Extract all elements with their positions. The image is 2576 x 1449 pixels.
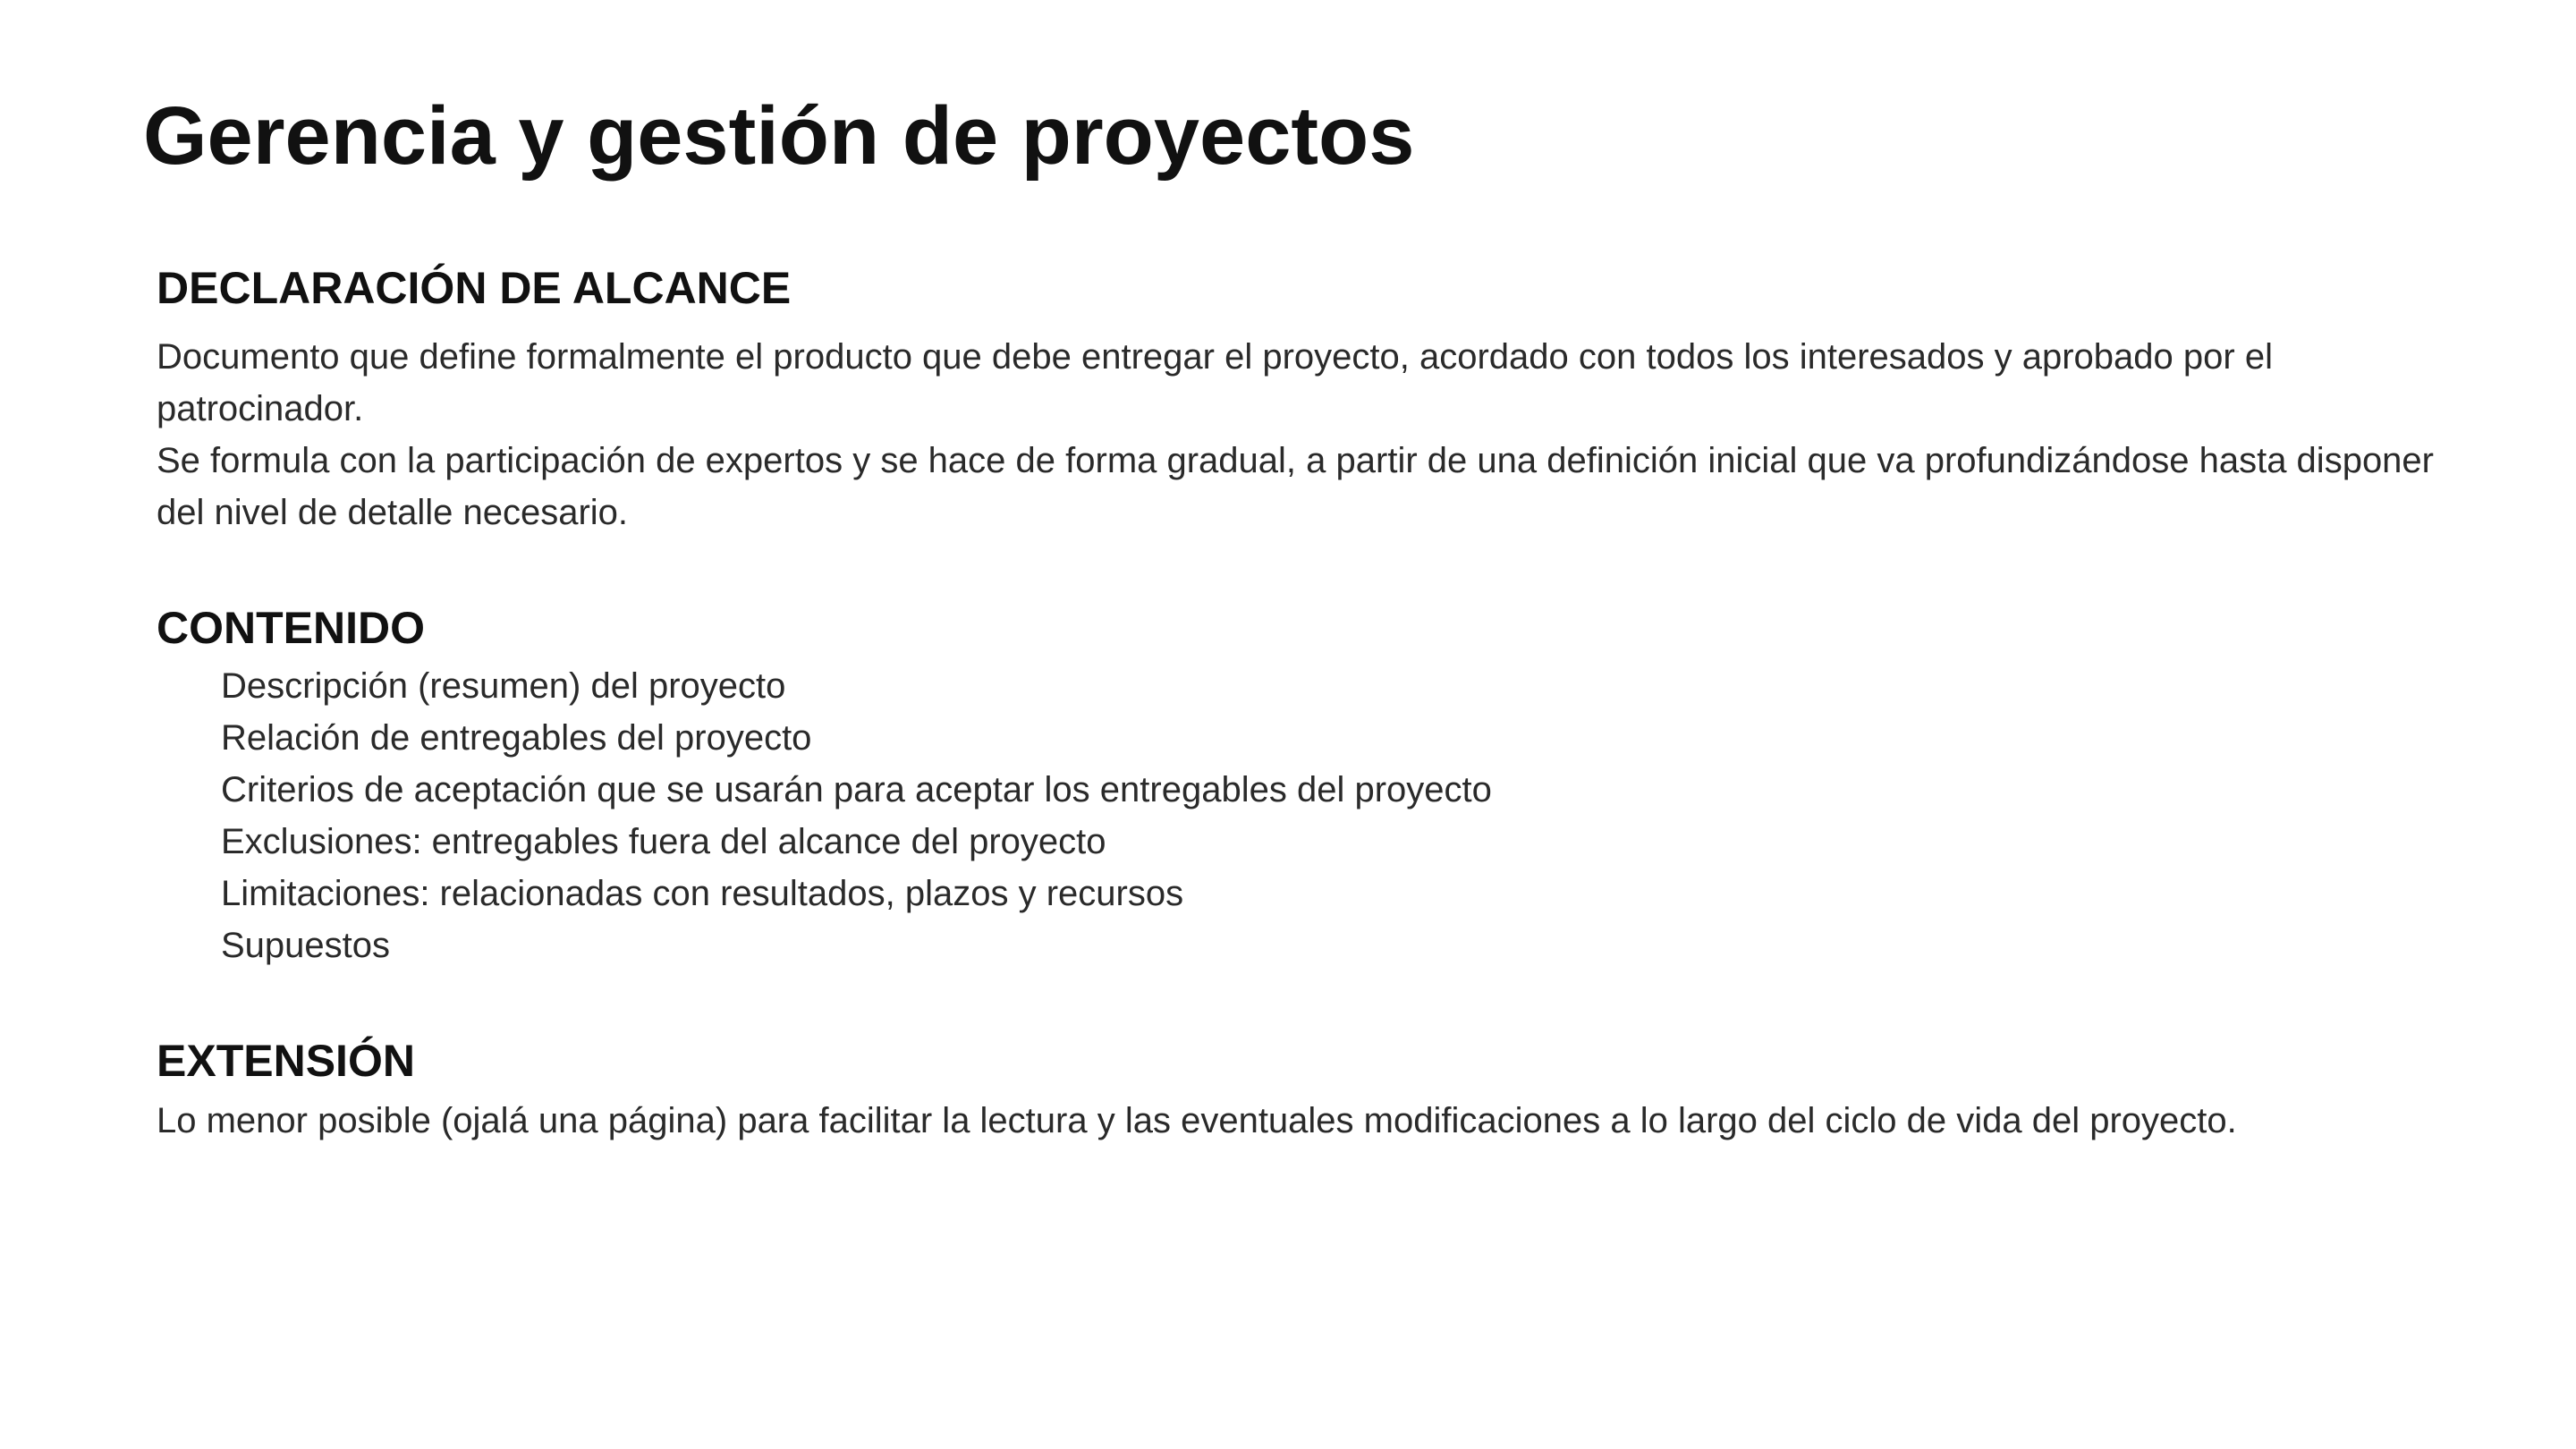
extension-text: Lo menor posible (ojalá una página) para facilitar la lectura y las eventuales modificaciones a lo largo del ciclo de vida del proyecto. <box>157 1101 2237 1140</box>
content-item-assumptions: Supuestos <box>221 926 391 965</box>
extension-heading: EXTENSIÓN <box>157 1036 415 1086</box>
scope-heading: DECLARACIÓN DE ALCANCE <box>157 263 792 313</box>
content-item-acceptance-criteria: Criterios de aceptación que se usarán para aceptar los entregables del proyecto <box>221 770 1492 809</box>
scope-paragraph-2: Se formula con la participación de expertos y se hace de forma gradual, a partir de una definición inicial que va profundizándose hasta disponer del nivel de detalle necesario. <box>157 441 2434 532</box>
content-item-exclusions: Exclusiones: entregables fuera del alcance del proyecto <box>221 822 1106 861</box>
slide-title: Gerencia y gestión de proyectos <box>143 90 1415 182</box>
scope-section <box>157 261 2446 538</box>
content-item-deliverables: Relación de entregables del proyecto <box>221 718 812 758</box>
content-item-limitations: Limitaciones: relacionadas con resultados, plazos y recursos <box>221 874 1184 913</box>
content-section <box>157 601 2446 971</box>
extension-section <box>157 1034 2446 1147</box>
scope-paragraph <box>157 331 2446 538</box>
content-heading: CONTENIDO <box>157 603 425 653</box>
content-item-description: Descripción (resumen) del proyecto <box>221 666 786 706</box>
content-list <box>157 660 2446 971</box>
scope-paragraph-1: Documento que define formalmente el producto que debe entregar el proyecto, acordado con todos los interesados y aprobado por el patrocinador. <box>157 337 2273 428</box>
